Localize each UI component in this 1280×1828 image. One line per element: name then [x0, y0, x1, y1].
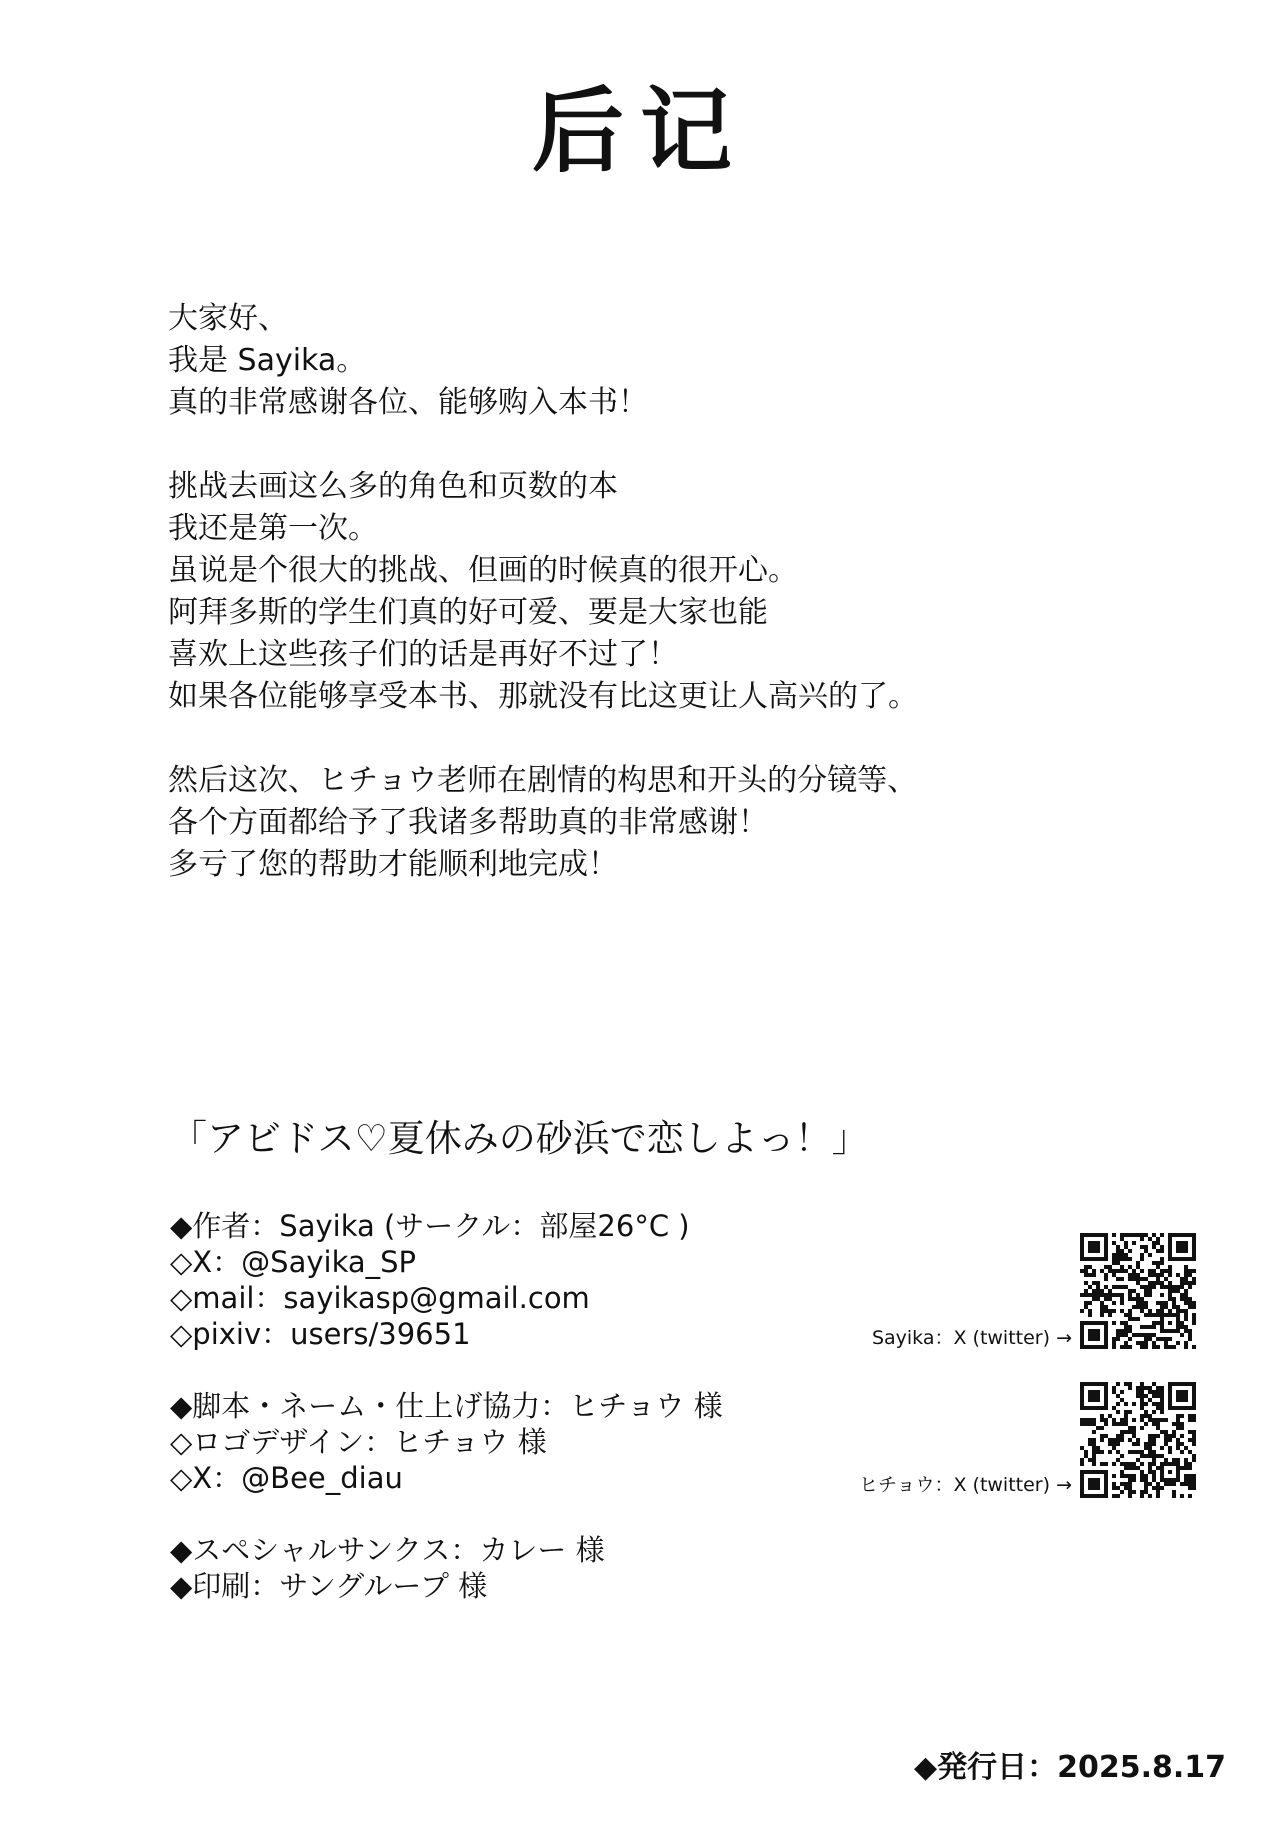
message-line: 挑战去画这么多的角色和页数的本 — [168, 469, 618, 504]
credit-line: ◆脚本・ネーム・仕上げ協力：ヒチョウ 様 — [170, 1389, 723, 1423]
qr-label-sayika: Sayika：X (twitter) → — [871, 1327, 1072, 1349]
message-line: 大家好、 — [168, 301, 288, 336]
credits-collaborator — [170, 1388, 723, 1496]
credit-line: ◆印刷：サングループ 様 — [170, 1569, 488, 1603]
page-title: 后记 — [531, 78, 748, 185]
message-paragraph — [168, 760, 1068, 886]
credit-line: ◇pixiv：users/39651 — [170, 1317, 471, 1351]
credit-line: ◇X：@Bee_diau — [170, 1461, 403, 1495]
message-line: 阿拜多斯的学生们真的好可爱、要是大家也能 — [168, 595, 768, 630]
message-line: 多亏了您的帮助才能顺利地完成！ — [168, 847, 618, 882]
message-line: 我是 Sayika。 — [168, 343, 367, 378]
afterword-message — [168, 298, 1068, 928]
credit-line: ◇mail：sayikasp@gmail.com — [170, 1281, 590, 1315]
qr-code-sayika[interactable] — [1080, 1233, 1196, 1349]
message-line: 然后这次、ヒチョウ老师在剧情的构思和开头的分镜等、 — [168, 763, 918, 798]
book-title: 「アビドス♡夏休みの砂浜で恋しよっ！」 — [170, 1117, 869, 1160]
qr-label-hichou: ヒチョウ：X (twitter) → — [859, 1474, 1072, 1496]
message-line: 如果各位能够享受本书、那就没有比这更让人高兴的了。 — [168, 679, 918, 714]
message-line: 虽说是个很大的挑战、但画的时候真的很开心。 — [168, 553, 798, 588]
message-line: 喜欢上这些孩子们的话是再好不过了！ — [168, 637, 678, 672]
credit-line: ◇ロゴデザイン：ヒチョウ 様 — [170, 1425, 547, 1459]
message-line: 我还是第一次。 — [168, 511, 378, 546]
credits-author — [170, 1208, 690, 1352]
message-paragraph — [168, 466, 1068, 718]
credit-line: ◆作者：Sayika (サークル：部屋26°C ) — [170, 1209, 690, 1243]
credit-line: ◇X：@Sayika_SP — [170, 1245, 417, 1279]
message-paragraph — [168, 298, 1068, 424]
credit-line: ◆スペシャルサンクス：カレー 様 — [170, 1533, 605, 1567]
message-line: 各个方面都给予了我诸多帮助真的非常感谢！ — [168, 805, 768, 840]
qr-code-hichou[interactable] — [1080, 1382, 1196, 1498]
issue-date: ◆発行日：2025.8.17 — [914, 1750, 1226, 1785]
message-line: 真的非常感谢各位、能够购入本书！ — [168, 385, 648, 420]
credits-thanks — [170, 1532, 605, 1604]
